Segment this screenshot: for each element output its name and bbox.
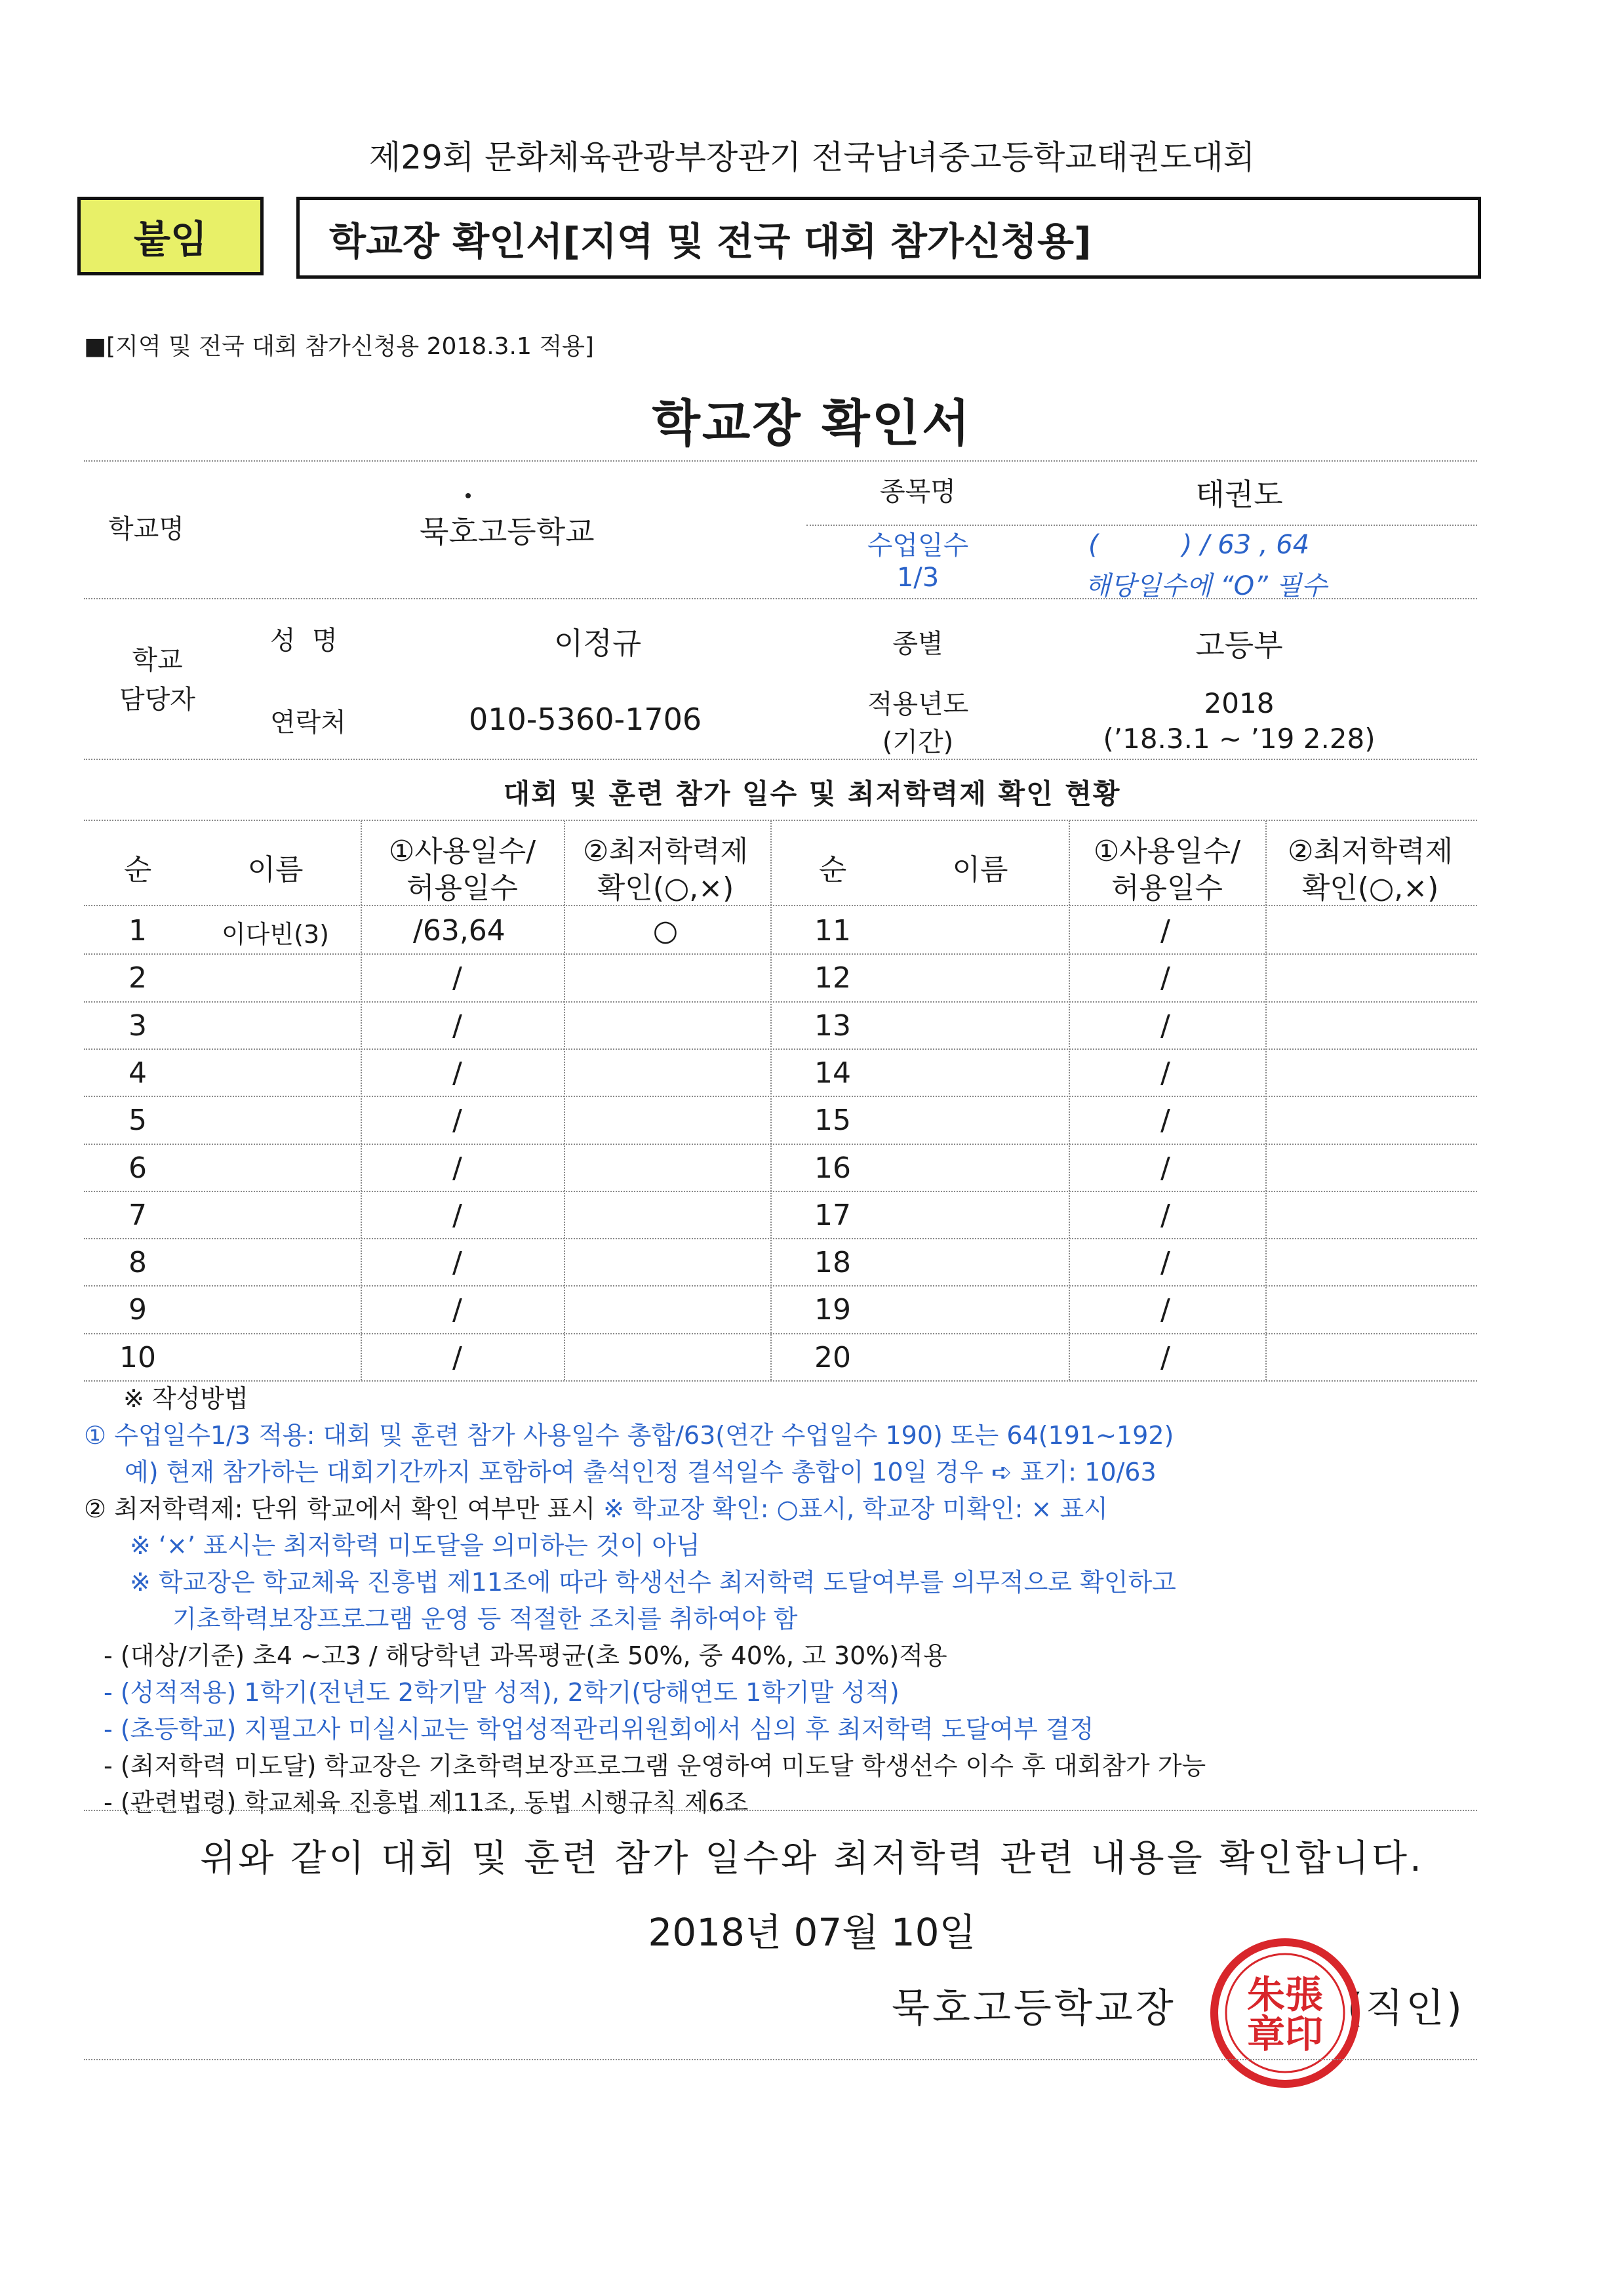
table-cell-no: 12: [814, 961, 851, 995]
note-2-suffix: ※ 학교장 확인: ○표시, 학교장 미확인: × 표시: [603, 1494, 1108, 1523]
col-header-check-right: ②최저학력제: [1288, 835, 1453, 868]
table-cell-no: 10: [119, 1340, 156, 1374]
table-cell-days: /: [452, 1198, 462, 1232]
divider: [84, 820, 1477, 821]
table-row-divider: [84, 1144, 1477, 1145]
table-cell-days: /: [1160, 914, 1170, 948]
table-cell-no: 8: [129, 1246, 147, 1280]
sport-label: 종목명: [880, 477, 956, 507]
table-row-divider: [84, 953, 1477, 955]
table-cell-no: 19: [814, 1293, 851, 1327]
divider: [84, 2059, 1477, 2060]
table-cell-days: /: [1160, 1008, 1170, 1043]
table-column-divider: [770, 821, 772, 1380]
table-cell-name: 이다빈(3): [222, 920, 329, 949]
note-2: [84, 1490, 1206, 1527]
issue-date: 2018년 07월 10일: [648, 1910, 976, 1955]
table-cell-days: /: [1160, 1198, 1170, 1232]
table-cell-days: /: [1160, 1340, 1170, 1374]
svg-text:章印: 章印: [1246, 2012, 1324, 2056]
detail-2: - (성적적용) 1학기(전년도 2학기말 성적), 2학기(당해연도 1학기말 성적): [104, 1678, 900, 1707]
divider: [84, 905, 1477, 906]
table-cell-no: 3: [129, 1008, 147, 1043]
table-cell-no: 15: [814, 1104, 851, 1138]
table-caption: 대회 및 훈련 참가 일수 및 최저학력제 확인 현황: [503, 778, 1121, 810]
sport-value: 태권도: [1195, 477, 1283, 512]
school-value: 묵호고등학교: [420, 514, 595, 549]
confirm-sentence: 위와 같이 대회 및 훈련 참가 일수와 최저학력 관련 내용을 확인합니다.: [200, 1837, 1424, 1880]
document-heading: 학교장 확인서[지역 및 전국 대회 참가신청용]: [296, 197, 1481, 279]
attachment-badge: 붙임: [77, 197, 264, 275]
notes-heading: ※ 작성방법: [123, 1384, 248, 1413]
detail-4: - (최저학력 미도달) 학교장은 기초학력보장프로그램 운영하여 미도달 학생선수 이수 후 대회참가 가능: [104, 1751, 1206, 1780]
col-header-no-right: 순: [818, 853, 847, 887]
class-days-fraction: 1/3: [896, 563, 940, 593]
table-cell-no: 13: [814, 1008, 851, 1043]
divider: [84, 460, 1477, 462]
table-cell-days: /: [452, 1056, 462, 1090]
table-cell-no: 1: [129, 914, 147, 948]
col-header-check-right-2: 확인(○,×): [1301, 871, 1439, 905]
table-cell-no: 4: [129, 1056, 147, 1090]
division-label: 종별: [892, 629, 943, 659]
detail-3: - (초등학교) 지필고사 미실시교는 학업성적관리위원회에서 심의 후 최저학력 도달여부 결정: [104, 1715, 1094, 1744]
contact-label: 연락처: [270, 708, 346, 738]
table-row-divider: [84, 1048, 1477, 1050]
table-cell-days: /: [1160, 1293, 1170, 1327]
divider: [84, 759, 1477, 760]
table-cell-days: /: [1160, 1151, 1170, 1185]
table-cell-days: /: [452, 1104, 462, 1138]
table-cell-no: 11: [814, 914, 851, 948]
table-cell-days: /: [452, 1340, 462, 1374]
note-2-prefix: ② 최저학력제: 단위 학교에서 확인 여부만 표시: [84, 1494, 604, 1523]
table-column-divider: [1069, 821, 1070, 1380]
principal-name: 묵호고등학교장: [892, 1986, 1176, 2031]
table-cell-days: /: [1160, 961, 1170, 995]
manager-label-2: 담당자: [119, 685, 195, 715]
table-cell-days: /: [1160, 1104, 1170, 1138]
col-header-check-2: 확인(○,×): [597, 871, 734, 905]
table-cell-days: /63,64: [413, 914, 505, 948]
table-cell-days: /: [452, 1293, 462, 1327]
table-row-divider: [84, 1191, 1477, 1192]
table-cell-days: /: [452, 961, 462, 995]
note-3: ※ ‘×’ 표시는 최저학력 미도달을 의미하는 것이 아님: [130, 1531, 700, 1560]
table-cell-days: /: [452, 1246, 462, 1280]
table-cell-no: 16: [814, 1151, 851, 1185]
table-cell-days: /: [1160, 1056, 1170, 1090]
division-value: 고등부: [1195, 628, 1283, 663]
table-cell-check: ○: [652, 914, 679, 948]
col-header-check: ②최저학력제: [583, 835, 748, 868]
event-title: 제29회 문화체육관광부장관기 전국남녀중고등학교태권도대회: [368, 138, 1256, 176]
col-header-no: 순: [123, 853, 152, 887]
name-value: 이정규: [554, 626, 642, 661]
table-cell-no: 9: [129, 1293, 147, 1327]
official-seal-stamp: [1206, 1934, 1364, 2092]
ink-dot: [465, 493, 471, 498]
seal-suffix: (직인): [1347, 1986, 1465, 2031]
table-row-divider: [84, 1096, 1477, 1097]
table-column-divider: [361, 821, 362, 1380]
col-header-days-2: 허용일수: [406, 871, 518, 905]
table-row-divider: [84, 1285, 1477, 1287]
divider: [84, 1810, 1477, 1811]
table-cell-no: 5: [129, 1104, 147, 1138]
col-header-days-right: ①사용일수/: [1093, 835, 1241, 868]
table-cell-days: /: [452, 1151, 462, 1185]
table-cell-no: 20: [814, 1340, 851, 1374]
detail-5: - (관련법령) 학교체육 진흥법 제11조, 동법 시행규칙 제6조: [104, 1788, 749, 1817]
table-cell-no: 7: [129, 1198, 147, 1232]
col-header-name: 이름: [247, 853, 304, 887]
table-cell-no: 14: [814, 1056, 851, 1090]
year-period: (’18.3.1 ~ ’19 2.28): [1103, 723, 1376, 755]
class-days-label: 수업일수: [867, 530, 969, 561]
manager-label: 학교: [132, 645, 183, 675]
contact-value: 010-5360-1706: [469, 702, 702, 737]
note-1b: 예) 현재 참가하는 대회기간까지 포함하여 출석인정 결석일수 총합이 10일 경우 ➪ 표기: 10/63: [125, 1458, 1157, 1487]
year-label-2: (기간): [882, 727, 954, 757]
note-4a: ※ 학교장은 학교체육 진흥법 제11조에 따라 학생선수 최저학력 도달여부를 의무적으로 확인하고: [130, 1568, 1176, 1597]
col-header-days: ①사용일수/: [388, 835, 536, 868]
note-1a: ① 수업일수1/3 적용: 대회 및 훈련 참가 사용일수 총합/63(연간 수업일수 190) 또는 64(191~192): [84, 1421, 1174, 1450]
col-header-name-right: 이름: [952, 853, 1008, 887]
table-column-divider: [1265, 821, 1267, 1380]
table-column-divider: [564, 821, 565, 1380]
table-cell-days: /: [452, 1008, 462, 1043]
apply-note: ■[지역 및 전국 대회 참가신청용 2018.3.1 적용]: [84, 333, 594, 360]
table-cell-no: 6: [129, 1151, 147, 1185]
table-row-divider: [84, 1001, 1477, 1003]
class-days-note: 해당일수에 “O” 필수: [1085, 571, 1327, 601]
table-row-divider: [84, 1238, 1477, 1239]
year-value: 2018: [1204, 687, 1275, 719]
col-header-days-right-2: 허용일수: [1111, 871, 1223, 905]
table-cell-no: 17: [814, 1198, 851, 1232]
notes-section: [84, 1380, 1206, 1821]
page-title: 학교장 확인서: [652, 394, 972, 452]
table-cell-no: 18: [814, 1246, 851, 1280]
table-row-divider: [84, 1333, 1477, 1334]
table-cell-no: 2: [129, 961, 147, 995]
detail-1: - (대상/기준) 초4 ~고3 / 해당학년 과목평균(초 50%, 중 40%, 고 30%)적용: [104, 1641, 947, 1670]
class-days-value: ( ) / 63 , 64: [1088, 530, 1310, 560]
year-label: 적용년도: [867, 689, 969, 719]
table-cell-days: /: [1160, 1246, 1170, 1280]
note-4b: 기초학력보장프로그램 운영 등 적절한 조치를 취하여야 함: [172, 1605, 798, 1633]
school-label: 학교명: [108, 514, 184, 544]
svg-text:朱張: 朱張: [1246, 1972, 1324, 2017]
name-label: 성 명: [270, 626, 338, 656]
